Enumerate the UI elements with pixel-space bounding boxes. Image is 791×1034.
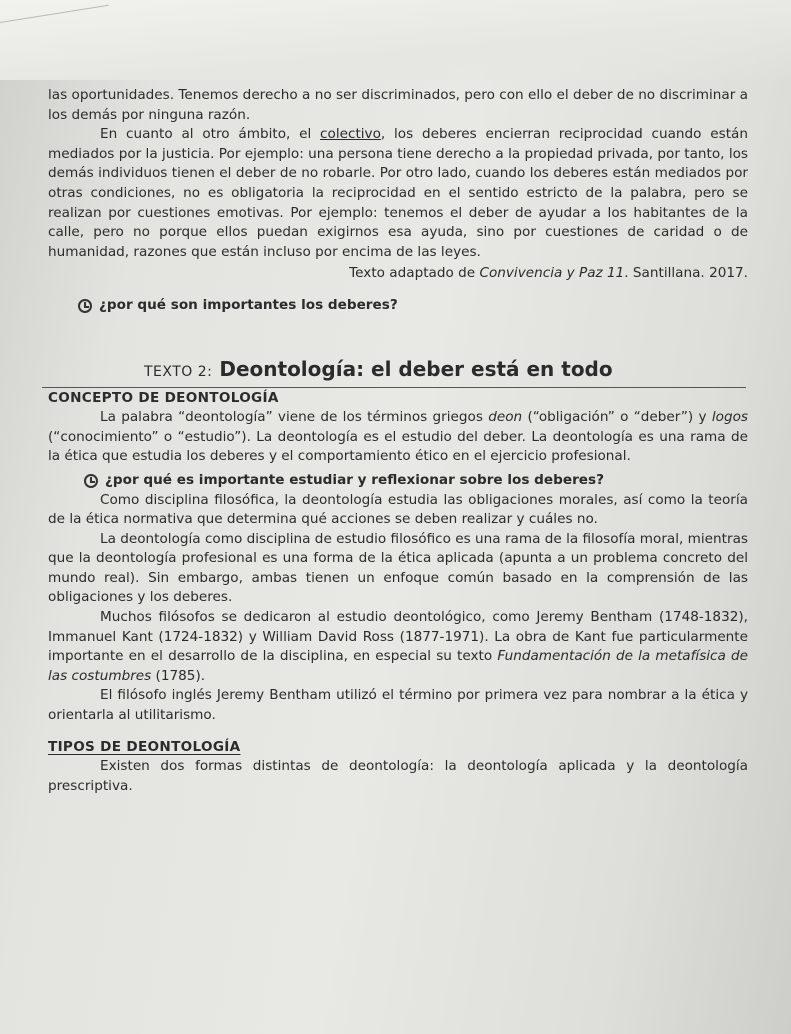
book-title: Convivencia y Paz 11 — [479, 265, 625, 282]
term-deon: deon — [488, 409, 523, 426]
text2-title — [144, 356, 748, 385]
title-divider — [42, 387, 746, 388]
paragraph-types: Existen dos formas distintas de deontología: la deontología aplicada y la deontología prescriptiva. — [48, 758, 748, 794]
source-reference: Texto adaptado de Convivencia y Paz 11. Santillana. 2017. — [349, 265, 748, 282]
paragraph-bentham: El filósofo inglés Jeremy Bentham utilizó el término por primera vez para nombrar a la ética y orientarla al utilitarismo. — [48, 687, 748, 724]
clock-icon — [78, 299, 92, 313]
term-colectivo: colectivo — [320, 126, 381, 143]
section-tipos: TIPOS DE DEONTOLOGÍA — [48, 738, 241, 755]
kant-book-title: Fundamentación de la metafísica de las costumbres — [48, 648, 748, 684]
question-1 — [78, 296, 748, 316]
paragraph-collective: En cuanto al otro ámbito, el colectivo, los deberes encierran reciprocidad cuando están mediados por la justicia. Por ejemplo: una persona tiene derecho a la propiedad privada, por tanto, los demás individuos tienen el deber de no robarle. Por otro lado, cuando los deberes están mediados por otras condiciones, no es obligatoria la reciprocidad en el sentido estricto de la palabra, pero se realizan por cuestiones emotivas. Por ejemplo: tenemos el deber de ayudar a los habitantes de la calle, pero no porque ellos puedan exigirnos esa ayuda, sino por cuestiones de caridad o de humanidad, razones que están incluso por encima de las leyes. — [48, 126, 748, 260]
paragraph-discipline: Como disciplina filosófica, la deontología estudia las obligaciones morales, así como la teoría de la ética normativa que determina qué acciones se deben realizar y cuáles no. — [48, 491, 748, 528]
document-body — [48, 86, 748, 796]
question-1-text: ¿por qué son importantes los deberes? — [99, 296, 398, 313]
paragraph-etymology: La palabra “deontología” viene de los términos griegos deon (“obligación” o “deber”) y logos (“conocimiento” o “estudio”). La deontología es el estudio del deber. La deontología es una rama de la ética que estudia los deberes y el comportamiento ético en el ejercicio profesional. — [48, 409, 749, 465]
paragraph-moral-philosophy: La deontología como disciplina de estudio filosófico es una rama de la filosofía moral, mientras que la deontología profesional es una forma de la ética aplicada (apunta a un problema concreto del mundo real). Sin embargo, ambas tienen un enfoque común basado en la comprensión de las obligaciones y los deberes. — [48, 530, 748, 606]
term-logos: logos — [711, 409, 749, 426]
section-concepto: CONCEPTO DE DEONTOLOGÍA — [48, 389, 279, 406]
question-2 — [84, 471, 748, 491]
paragraph-philosophers: Muchos filósofos se dedicaron al estudio deontológico, como Jeremy Bentham (1748-1832), Immanuel Kant (1724-1832) y William David Ross (1877-1971). La obra de Kant fue particularmente importante en el desarrollo de la disciplina, en especial su texto Fundamentación de la metafísica de las costumbres (1785). — [48, 609, 748, 684]
text2-heading: Deontología: el deber está en todo — [219, 356, 613, 381]
paragraph-intro: las oportunidades. Tenemos derecho a no ser discriminados, pero con ello el deber de no discriminar a los demás por ninguna razón. — [48, 87, 748, 123]
paper-fold-shadow — [0, 0, 791, 80]
text2-label: TEXTO 2: — [144, 363, 213, 380]
question-2-text: ¿por qué es importante estudiar y reflexionar sobre los deberes? — [105, 471, 604, 488]
clock-icon — [84, 474, 98, 488]
